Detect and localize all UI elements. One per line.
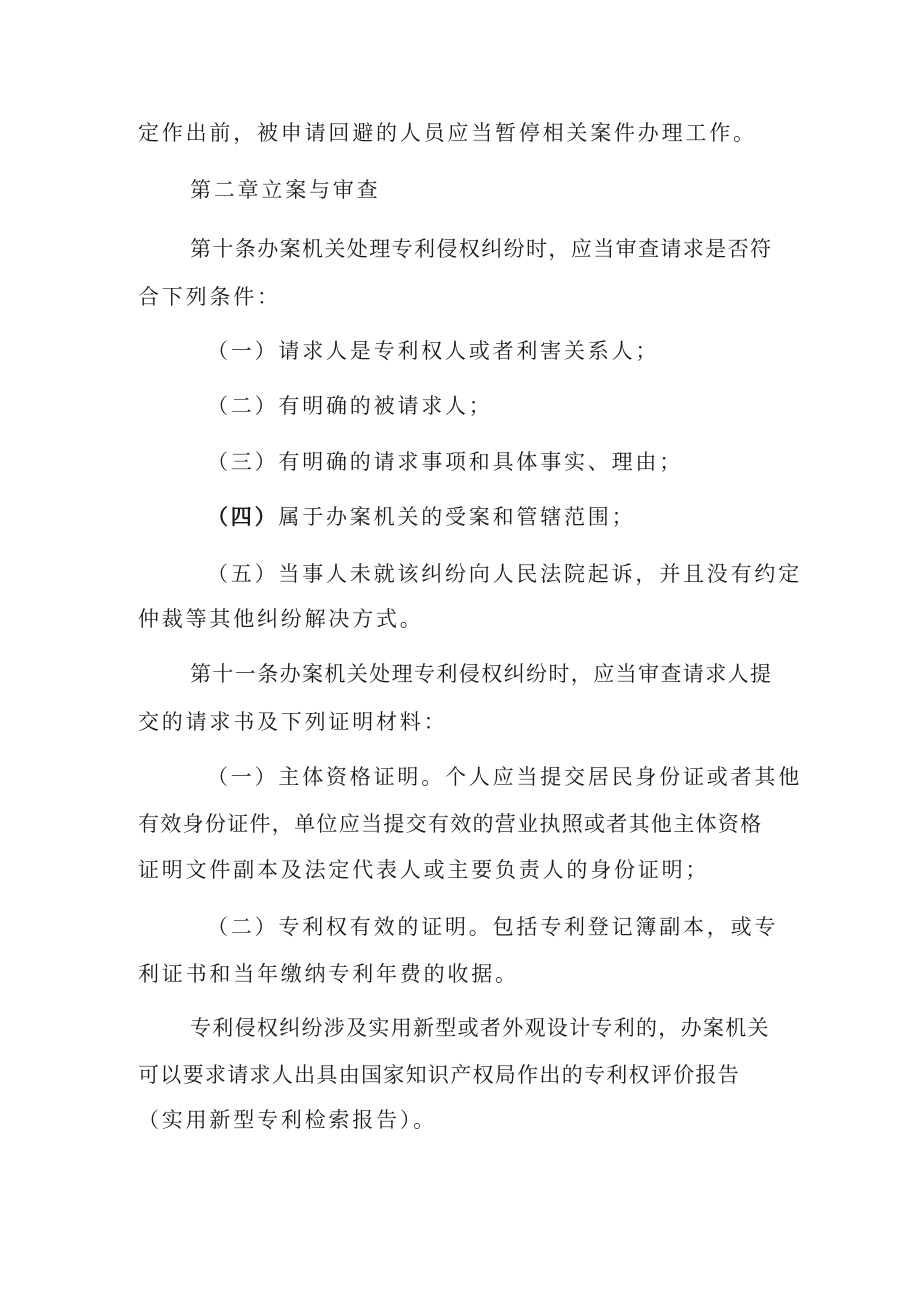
text-line: 有效身份证件，单位应当提交有效的营业执照或者其他主体资格 [138,812,763,836]
text-line: 交的请求书及下列证明材料： [138,710,448,734]
item-number: （四） [207,504,279,529]
text-line [207,502,635,532]
text-line: （一）请求人是专利权人或者利害关系人； [207,339,660,363]
text-line: 专利侵权纠纷涉及实用新型或者外观设计专利的，办案机关 [190,1016,770,1040]
text-line: （三）有明确的请求事项和具体事实、理由； [207,450,683,474]
text-line: 第十条办案机关处理专利侵权纠纷时，应当审查请求是否符 [190,237,773,261]
text-line: 定作出前，被申请回避的人员应当暂停相关案件办理工作。 [138,121,757,145]
text-line: （五）当事人未就该纠纷向人民法院起诉，并且没有约定 [207,562,802,586]
text-line: 第十一条办案机关处理专利侵权纠纷时，应当审查请求人提 [190,662,773,686]
item-text: 属于办案机关的受案和管辖范围； [278,505,636,529]
text-line: 利证书和当年缴纳专利年费的收据。 [138,962,519,986]
text-line: （二）专利权有效的证明。包括专利登记簿副本，或专 [207,915,779,939]
chapter-heading: 第二章立案与审查 [190,178,381,202]
text-line: （一）主体资格证明。个人应当提交居民身份证或者其他 [207,765,802,789]
text-line: （实用新型专利检索报告）。 [138,1108,437,1132]
text-line: 证明文件副本及法定代表人或主要负责人的身份证明； [138,858,710,882]
text-line: （二）有明确的被请求人； [207,394,493,418]
text-line: 仲裁等其他纠纷解决方式。 [138,607,424,631]
text-line: 合下列条件： [138,285,281,309]
text-line: 可以要求请求人出具由国家知识产权局作出的专利权评价报告 [138,1063,741,1087]
